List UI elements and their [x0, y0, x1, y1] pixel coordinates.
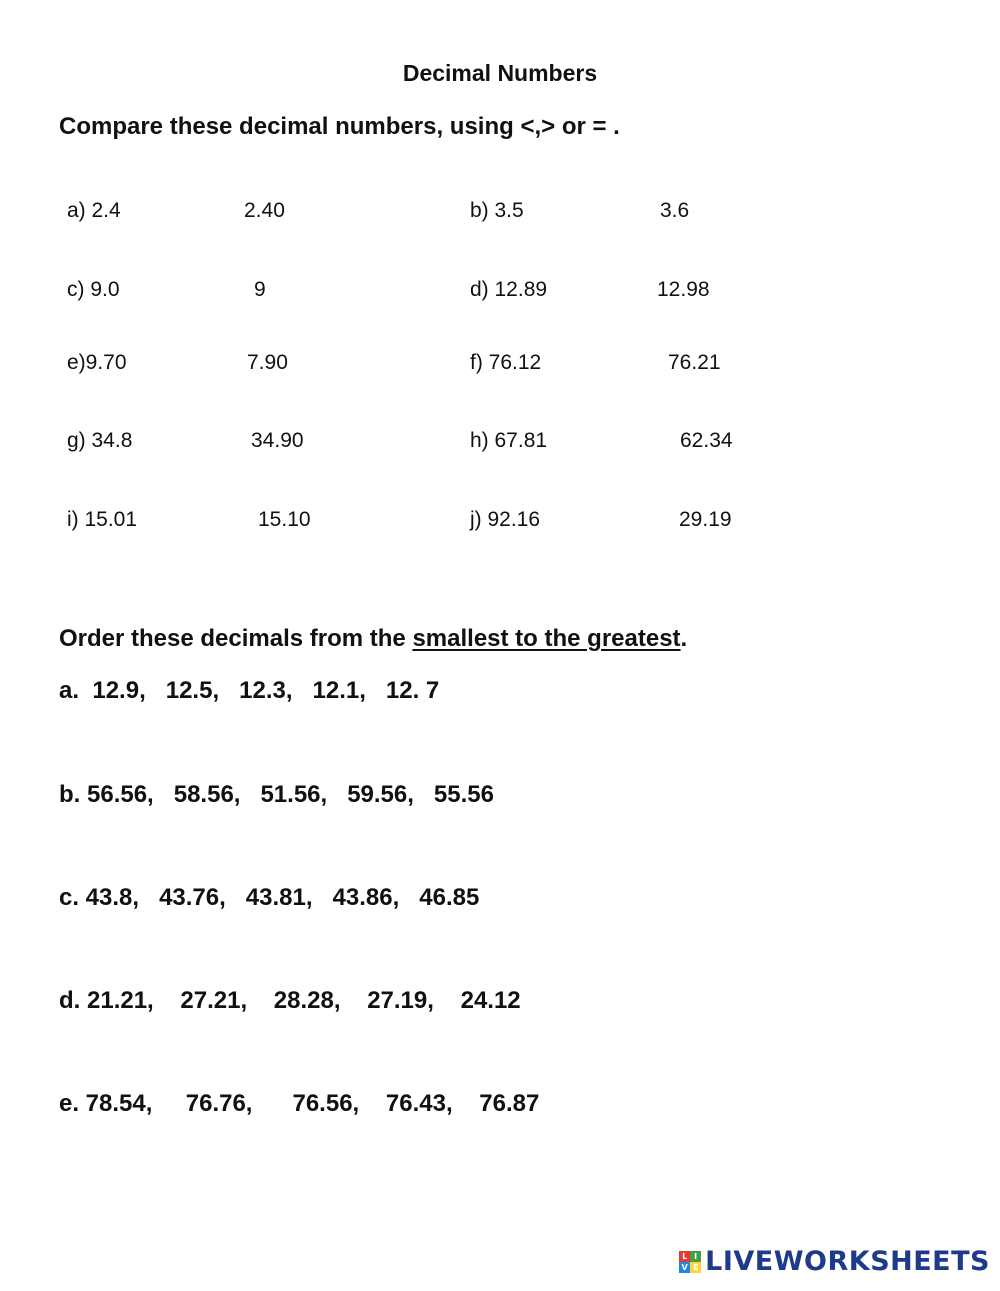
- compare-second-value: 34.90: [251, 429, 304, 452]
- compare-second-value: 62.34: [680, 429, 733, 452]
- compare-second-value: 12.98: [657, 278, 710, 301]
- order-instruction: [59, 625, 687, 653]
- compare-first-value: c) 9.0: [67, 278, 120, 301]
- compare-first-value: b) 3.5: [470, 199, 524, 222]
- order-item-c: c. 43.8, 43.76, 43.81, 43.86, 46.85: [59, 884, 480, 911]
- compare-first-value: d) 12.89: [470, 278, 548, 301]
- compare-second-value: 2.40: [244, 199, 285, 222]
- compare-first-value: h) 67.81: [470, 429, 548, 452]
- order-instruction-underlined: smallest to the greatest: [412, 625, 681, 652]
- brand-logo-cell: E: [690, 1262, 701, 1273]
- brand-name: LIVEWORKSHEETS: [705, 1246, 990, 1277]
- compare-first-value: a) 2.4: [67, 199, 121, 222]
- compare-second-value: 76.21: [668, 351, 721, 374]
- compare-first-value: i) 15.01: [67, 508, 138, 531]
- compare-second-value: 15.10: [258, 508, 311, 531]
- compare-instruction: Compare these decimal numbers, using <,> or = .: [59, 113, 620, 140]
- order-instruction-start: Order these decimals from the: [59, 625, 413, 652]
- compare-second-value: 29.19: [679, 508, 732, 531]
- compare-first-value: e)9.70: [67, 351, 127, 374]
- brand-watermark: [679, 1246, 990, 1277]
- order-item-e: e. 78.54, 76.76, 76.56, 76.43, 76.87: [59, 1090, 540, 1117]
- compare-second-value: 9: [254, 278, 266, 301]
- brand-logo-cell: V: [679, 1262, 690, 1273]
- brand-logo-cell: L: [679, 1251, 690, 1262]
- compare-first-value: g) 34.8: [67, 429, 133, 452]
- order-instruction-end: .: [680, 625, 688, 652]
- order-item-a: a. 12.9, 12.5, 12.3, 12.1, 12. 7: [59, 677, 440, 704]
- brand-logo-cell: I: [690, 1251, 701, 1262]
- compare-first-value: j) 92.16: [470, 508, 541, 531]
- brand-logo-icon: [679, 1251, 701, 1273]
- compare-first-value: f) 76.12: [470, 351, 542, 374]
- compare-second-value: 3.6: [660, 199, 690, 222]
- order-item-d: d. 21.21, 27.21, 28.28, 27.19, 24.12: [59, 987, 521, 1014]
- compare-second-value: 7.90: [247, 351, 288, 374]
- page-title: Decimal Numbers: [402, 60, 598, 86]
- order-item-b: b. 56.56, 58.56, 51.56, 59.56, 55.56: [59, 781, 494, 808]
